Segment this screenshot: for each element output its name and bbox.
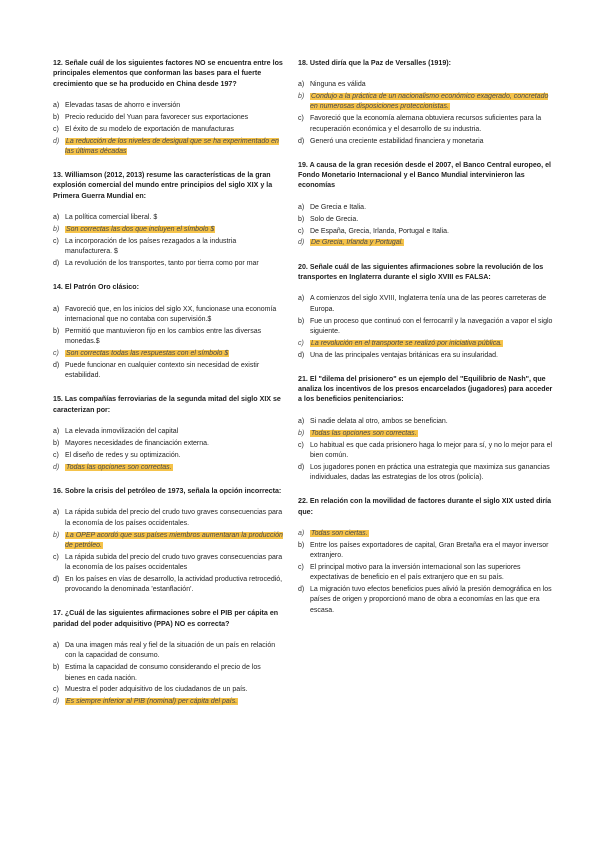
option-text: Los jugadores ponen en práctica una estrategia que maximiza sus ganancias individuales, dadas las estrategias de los otros (policía). [310, 463, 550, 482]
option-text: De Grecia e Italia. [310, 203, 367, 211]
option-text-wrap [310, 227, 554, 237]
answer-options [53, 305, 283, 382]
highlighted-answer-text: De Grecia, Irlanda y Portugal. [311, 239, 404, 247]
option-text-wrap [310, 114, 554, 135]
answer-option [53, 451, 283, 461]
option-text-wrap [310, 294, 554, 315]
option-text-wrap [310, 215, 554, 225]
option-text-wrap [65, 697, 283, 707]
option-text-wrap [65, 531, 283, 552]
question-block [298, 496, 554, 616]
option-letter: c) [53, 451, 59, 459]
option-letter: c) [298, 339, 304, 347]
answer-option [298, 441, 554, 462]
option-letter: c) [53, 237, 59, 245]
answer-option-highlighted [298, 339, 554, 349]
option-text: Entre los países exportadores de capital, Gran Bretaña era el mayor inversor extranjero. [310, 541, 549, 560]
answer-option-highlighted [298, 429, 554, 439]
option-text-wrap [65, 685, 283, 695]
highlighted-answer-text: La OPEP acordó que sus países miembros aumentaran la producción de petróleo. [65, 531, 283, 549]
option-text: Permitió que mantuvieron fijo en los cambios entre las diversas monedas.$ [65, 327, 262, 346]
answer-option [53, 641, 283, 662]
option-text: Una de las principales ventajas británicas era su insularidad. [310, 351, 498, 359]
answer-option [53, 113, 283, 123]
answer-option [53, 361, 283, 382]
option-text: La incorporación de los países rezagados a la industria manufacturera. $ [65, 237, 237, 256]
answer-options [298, 203, 554, 249]
option-letter: a) [298, 81, 305, 89]
answer-options [53, 427, 283, 473]
option-text: A comienzos del siglo XVIII, Inglaterra tenía una de las peores carreteras de Europa. [310, 295, 547, 313]
option-text-wrap [65, 101, 283, 111]
option-letter: d) [53, 260, 60, 268]
option-text: Si nadie delata al otro, ambos se benefician. [310, 417, 448, 425]
answer-option-highlighted [53, 225, 283, 235]
answer-option [298, 215, 554, 225]
option-letter: a) [53, 214, 60, 222]
answer-option [53, 327, 283, 348]
option-text: Estima la capacidad de consumo considerando el precio de los bienes en cada nación. [65, 664, 261, 682]
answer-option [53, 101, 283, 111]
option-letter: d) [53, 698, 60, 706]
option-text: Ninguna es válida [310, 81, 366, 89]
option-letter: b) [298, 317, 305, 325]
option-text-wrap [65, 213, 283, 223]
answer-option [53, 305, 283, 326]
question-title: 18. Usted diría que la Paz de Versalles (1919): [298, 59, 451, 67]
option-letter: d) [53, 463, 60, 471]
option-letter: c) [53, 349, 59, 357]
question-title: 15. Las compañías ferroviarias de la segunda mitad del siglo XIX se caracterizan por: [53, 395, 281, 414]
option-letter: b) [298, 93, 305, 101]
option-text-wrap [310, 238, 554, 248]
option-text: En los países en vías de desarrollo, la actividad productiva retrocedió, provocando la denominada 'estanflación'. [65, 575, 283, 594]
option-letter: c) [53, 553, 59, 561]
option-text-wrap [65, 361, 283, 382]
answer-options [53, 213, 283, 269]
option-letter: b) [298, 215, 305, 223]
answer-option [53, 553, 283, 574]
option-letter: c) [298, 441, 304, 449]
option-letter: c) [298, 227, 304, 235]
answer-options [298, 529, 554, 616]
option-text: Solo de Grecia. [310, 215, 359, 223]
question-block [53, 170, 283, 269]
option-text: Favoreció que la economía alemana obtuviera recursos suficientes para la recuperación económica y el desarrollo de su industria. [310, 115, 542, 133]
option-text-wrap [65, 349, 283, 359]
option-text-wrap [310, 351, 554, 361]
answer-option [298, 463, 554, 484]
question-block [298, 160, 554, 249]
answer-option [298, 585, 554, 616]
highlighted-answer-text: La revolución en el transporte se realizó por iniciativa pública. [311, 339, 503, 347]
highlighted-answer-text: Son correctas las dos que incluyen el símbolo $ [66, 225, 215, 233]
answer-option [298, 317, 554, 338]
option-text: El diseño de redes y su optimización. [65, 451, 181, 459]
answer-options [298, 80, 554, 147]
answer-options [53, 101, 283, 157]
option-letter: a) [53, 428, 60, 436]
option-text-wrap [65, 508, 283, 529]
option-text-wrap [310, 563, 554, 584]
option-text-wrap [65, 327, 283, 348]
option-text: De España, Grecia, Irlanda, Portugal e Italia. [310, 227, 449, 235]
option-text: La migración tuvo efectos beneficios pues alivió la presión demográfica en los países de origen y proporcionó mano de obra a economías en las que era escasa. [310, 586, 552, 614]
option-text: Mayores necesidades de financiación externa. [65, 439, 209, 447]
answer-options [53, 641, 283, 708]
answer-option [298, 351, 554, 361]
highlighted-answer-text: La reducción de los niveles de desigual que se ha experimentado en las últimas décadas [65, 137, 279, 155]
left-column [53, 58, 283, 721]
option-text: El principal motivo para la inversión internacional son las superiores expectativas de beneficio en el país extranjero que en su país. [310, 564, 521, 582]
option-letter: b) [53, 531, 60, 539]
option-letter: a) [298, 417, 305, 425]
question-title: 14. El Patrón Oro clásico: [53, 283, 139, 292]
option-letter: a) [298, 203, 305, 211]
highlighted-answer-text: Todas las opciones son correctas. [66, 463, 172, 471]
answer-option-highlighted [298, 529, 554, 539]
option-text-wrap [65, 427, 283, 437]
option-letter: a) [53, 305, 60, 313]
highlighted-answer-text: Todas las opciones son correctas. [311, 429, 417, 437]
question-title: 16. Sobre la crisis del petróleo de 1973, señala la opción incorrecta: [53, 487, 282, 496]
option-letter: d) [53, 361, 60, 369]
option-text-wrap [65, 237, 283, 258]
option-letter: b) [298, 429, 305, 437]
answer-option [298, 227, 554, 237]
answer-options [298, 417, 554, 484]
option-text: Elevadas tasas de ahorro e inversión [65, 101, 181, 109]
answer-option [53, 508, 283, 529]
answer-option-highlighted [298, 238, 554, 248]
question-block [53, 486, 283, 595]
option-text-wrap [65, 259, 283, 269]
answer-option-highlighted [53, 349, 283, 359]
question-title: 13. Williamson (2012, 2013) resume las características de la gran explosión comercial del mundo entre principios del siglo XIX y la Primera Guerra Mundial en: [53, 171, 273, 200]
question-title: 12. Señale cuál de los siguientes factores NO se encuentra entre los principales elementos que conforman las bases para el fuerte crecimiento que se ha producido en China desde 197? [53, 59, 283, 88]
option-letter: b) [53, 225, 60, 233]
option-letter: b) [298, 541, 305, 549]
option-text-wrap [310, 417, 554, 427]
option-letter: b) [53, 113, 60, 121]
question-title: 17. ¿Cuál de las siguientes afirmaciones sobre el PIB per cápita en paridad del poder adquisitivo (PPA) NO es correcta? [53, 609, 279, 628]
option-text: El éxito de su modelo de exportación de manufacturas [65, 125, 234, 133]
option-letter: d) [298, 137, 305, 145]
option-letter: a) [53, 101, 60, 109]
option-letter: d) [298, 351, 305, 359]
option-letter: d) [298, 586, 305, 594]
option-letter: c) [53, 686, 59, 694]
option-letter: d) [53, 575, 60, 583]
option-text: La rápida subida del precio del crudo tuvo graves consecuencias para la economía de los países occidentales. [65, 509, 283, 527]
answer-option [53, 439, 283, 449]
option-text-wrap [65, 463, 283, 473]
option-text: Favoreció que, en los inicios del siglo XX, funcionase una economía internacional que no contaba con supervisión.$ [65, 305, 277, 323]
answer-option [298, 137, 554, 147]
option-text: Muestra el poder adquisitivo de los ciudadanos de un país. [65, 686, 248, 694]
right-column [298, 58, 554, 629]
option-text-wrap [310, 529, 554, 539]
option-text: Da una imagen más real y fiel de la situación de un país en relación con la capacidad de consumo. [65, 642, 276, 660]
option-letter: c) [298, 115, 304, 123]
option-text: La revolución de los transportes, tanto por tierra como por mar [65, 260, 259, 268]
answer-option [298, 203, 554, 213]
option-text-wrap [65, 125, 283, 135]
option-letter: d) [53, 137, 60, 145]
highlighted-answer-text: Son correctas todas las respuestas con el símbolo $ [66, 349, 229, 357]
option-text: Puede funcionar en cualquier contexto sin necesidad de existir estabilidad. [65, 361, 260, 380]
option-text-wrap [65, 575, 283, 596]
option-text-wrap [65, 305, 283, 326]
answer-option [53, 575, 283, 596]
question-block [53, 58, 283, 157]
answer-option-highlighted [53, 463, 283, 473]
question-block [53, 282, 283, 381]
highlighted-answer-text: Es siempre inferior al PIB (nominal) per cápita del país. [66, 698, 238, 706]
answer-option [53, 427, 283, 437]
option-letter: b) [53, 439, 60, 447]
option-text: La rápida subida del precio del crudo tuvo graves consecuencias para la economía de los países occidentales [65, 553, 283, 571]
option-text: La política comercial liberal. $ [65, 214, 158, 222]
answer-option [298, 80, 554, 90]
option-text-wrap [310, 92, 554, 113]
option-text-wrap [65, 225, 283, 235]
answer-option [298, 417, 554, 427]
option-text-wrap [310, 203, 554, 213]
answer-option [298, 563, 554, 584]
option-letter: a) [298, 295, 305, 303]
answer-option-highlighted [298, 92, 554, 113]
option-text-wrap [65, 113, 283, 123]
answer-option [53, 237, 283, 258]
option-text-wrap [310, 429, 554, 439]
answer-option [298, 294, 554, 315]
option-letter: c) [298, 564, 304, 571]
highlighted-answer-text: Condujo a la práctica de un nacionalismo económico exagerado, concretado en numerosas disposiciones proteccionistas. [310, 93, 549, 111]
option-text-wrap [65, 451, 283, 461]
option-text: Precio reducido del Yuan para favorecer sus exportaciones [65, 113, 249, 121]
option-text-wrap [65, 553, 283, 574]
answer-options [298, 294, 554, 361]
answer-options [53, 508, 283, 595]
answer-option-highlighted [53, 531, 283, 552]
option-letter: c) [53, 125, 59, 133]
option-text-wrap [65, 641, 283, 662]
option-text-wrap [310, 80, 554, 90]
highlighted-answer-text: Todas son ciertas. [311, 529, 368, 537]
option-text-wrap [310, 137, 554, 147]
question-block [298, 58, 554, 147]
answer-option-highlighted [53, 697, 283, 707]
option-text: Lo habitual es que cada prisionero haga lo mejor para sí, y no lo mejor para el bien común. [310, 441, 553, 459]
option-letter: b) [53, 664, 60, 672]
option-text: Fue un proceso que continuó con el ferrocarril y la navegación a vapor el siglo siguiente. [310, 317, 553, 335]
question-title: 22. En relación con la movilidad de factores durante el siglo XIX usted diría que: [298, 497, 552, 516]
option-text-wrap [65, 663, 283, 684]
answer-option [53, 213, 283, 223]
answer-option [53, 663, 283, 684]
question-title: 21. El "dilema del prisionero" es un ejemplo del "Equilibrio de Nash", que analiza los incentivos de los presos encarcelados (jugadores) para acceder a los beneficios penitenciarios: [298, 374, 553, 404]
answer-option [53, 125, 283, 135]
option-text-wrap [65, 439, 283, 449]
answer-option [53, 685, 283, 695]
question-block [298, 262, 554, 361]
option-letter: d) [298, 463, 305, 471]
question-block [53, 608, 283, 707]
question-block [53, 394, 283, 473]
option-text-wrap [310, 463, 554, 484]
option-text-wrap [310, 339, 554, 349]
option-text: La elevada inmovilización del capital [65, 428, 179, 436]
option-letter: a) [298, 529, 305, 537]
option-text-wrap [310, 585, 554, 616]
question-block [298, 374, 554, 483]
option-text: Generó una creciente estabilidad financiera y monetaria [310, 137, 484, 145]
option-letter: a) [53, 509, 60, 517]
answer-option [298, 541, 554, 562]
option-text-wrap [310, 317, 554, 338]
answer-option-highlighted [53, 137, 283, 158]
option-text-wrap [310, 541, 554, 562]
question-title: 20. Señale cuál de las siguientes afirmaciones sobre la revolución de los transportes en Inglaterra durante el siglo XVIII es FALSA: [298, 262, 544, 282]
option-letter: b) [53, 327, 60, 335]
answer-option [53, 259, 283, 269]
option-letter: a) [53, 642, 60, 650]
answer-option [298, 114, 554, 135]
option-text-wrap [310, 441, 554, 462]
question-title: 19. A causa de la gran recesión desde el 2007, el Banco Central europeo, el Fondo Monetario Internacional y el Banco Mundial intervinieron las economías [298, 160, 551, 190]
option-text-wrap [65, 137, 283, 158]
option-letter: d) [298, 239, 305, 247]
